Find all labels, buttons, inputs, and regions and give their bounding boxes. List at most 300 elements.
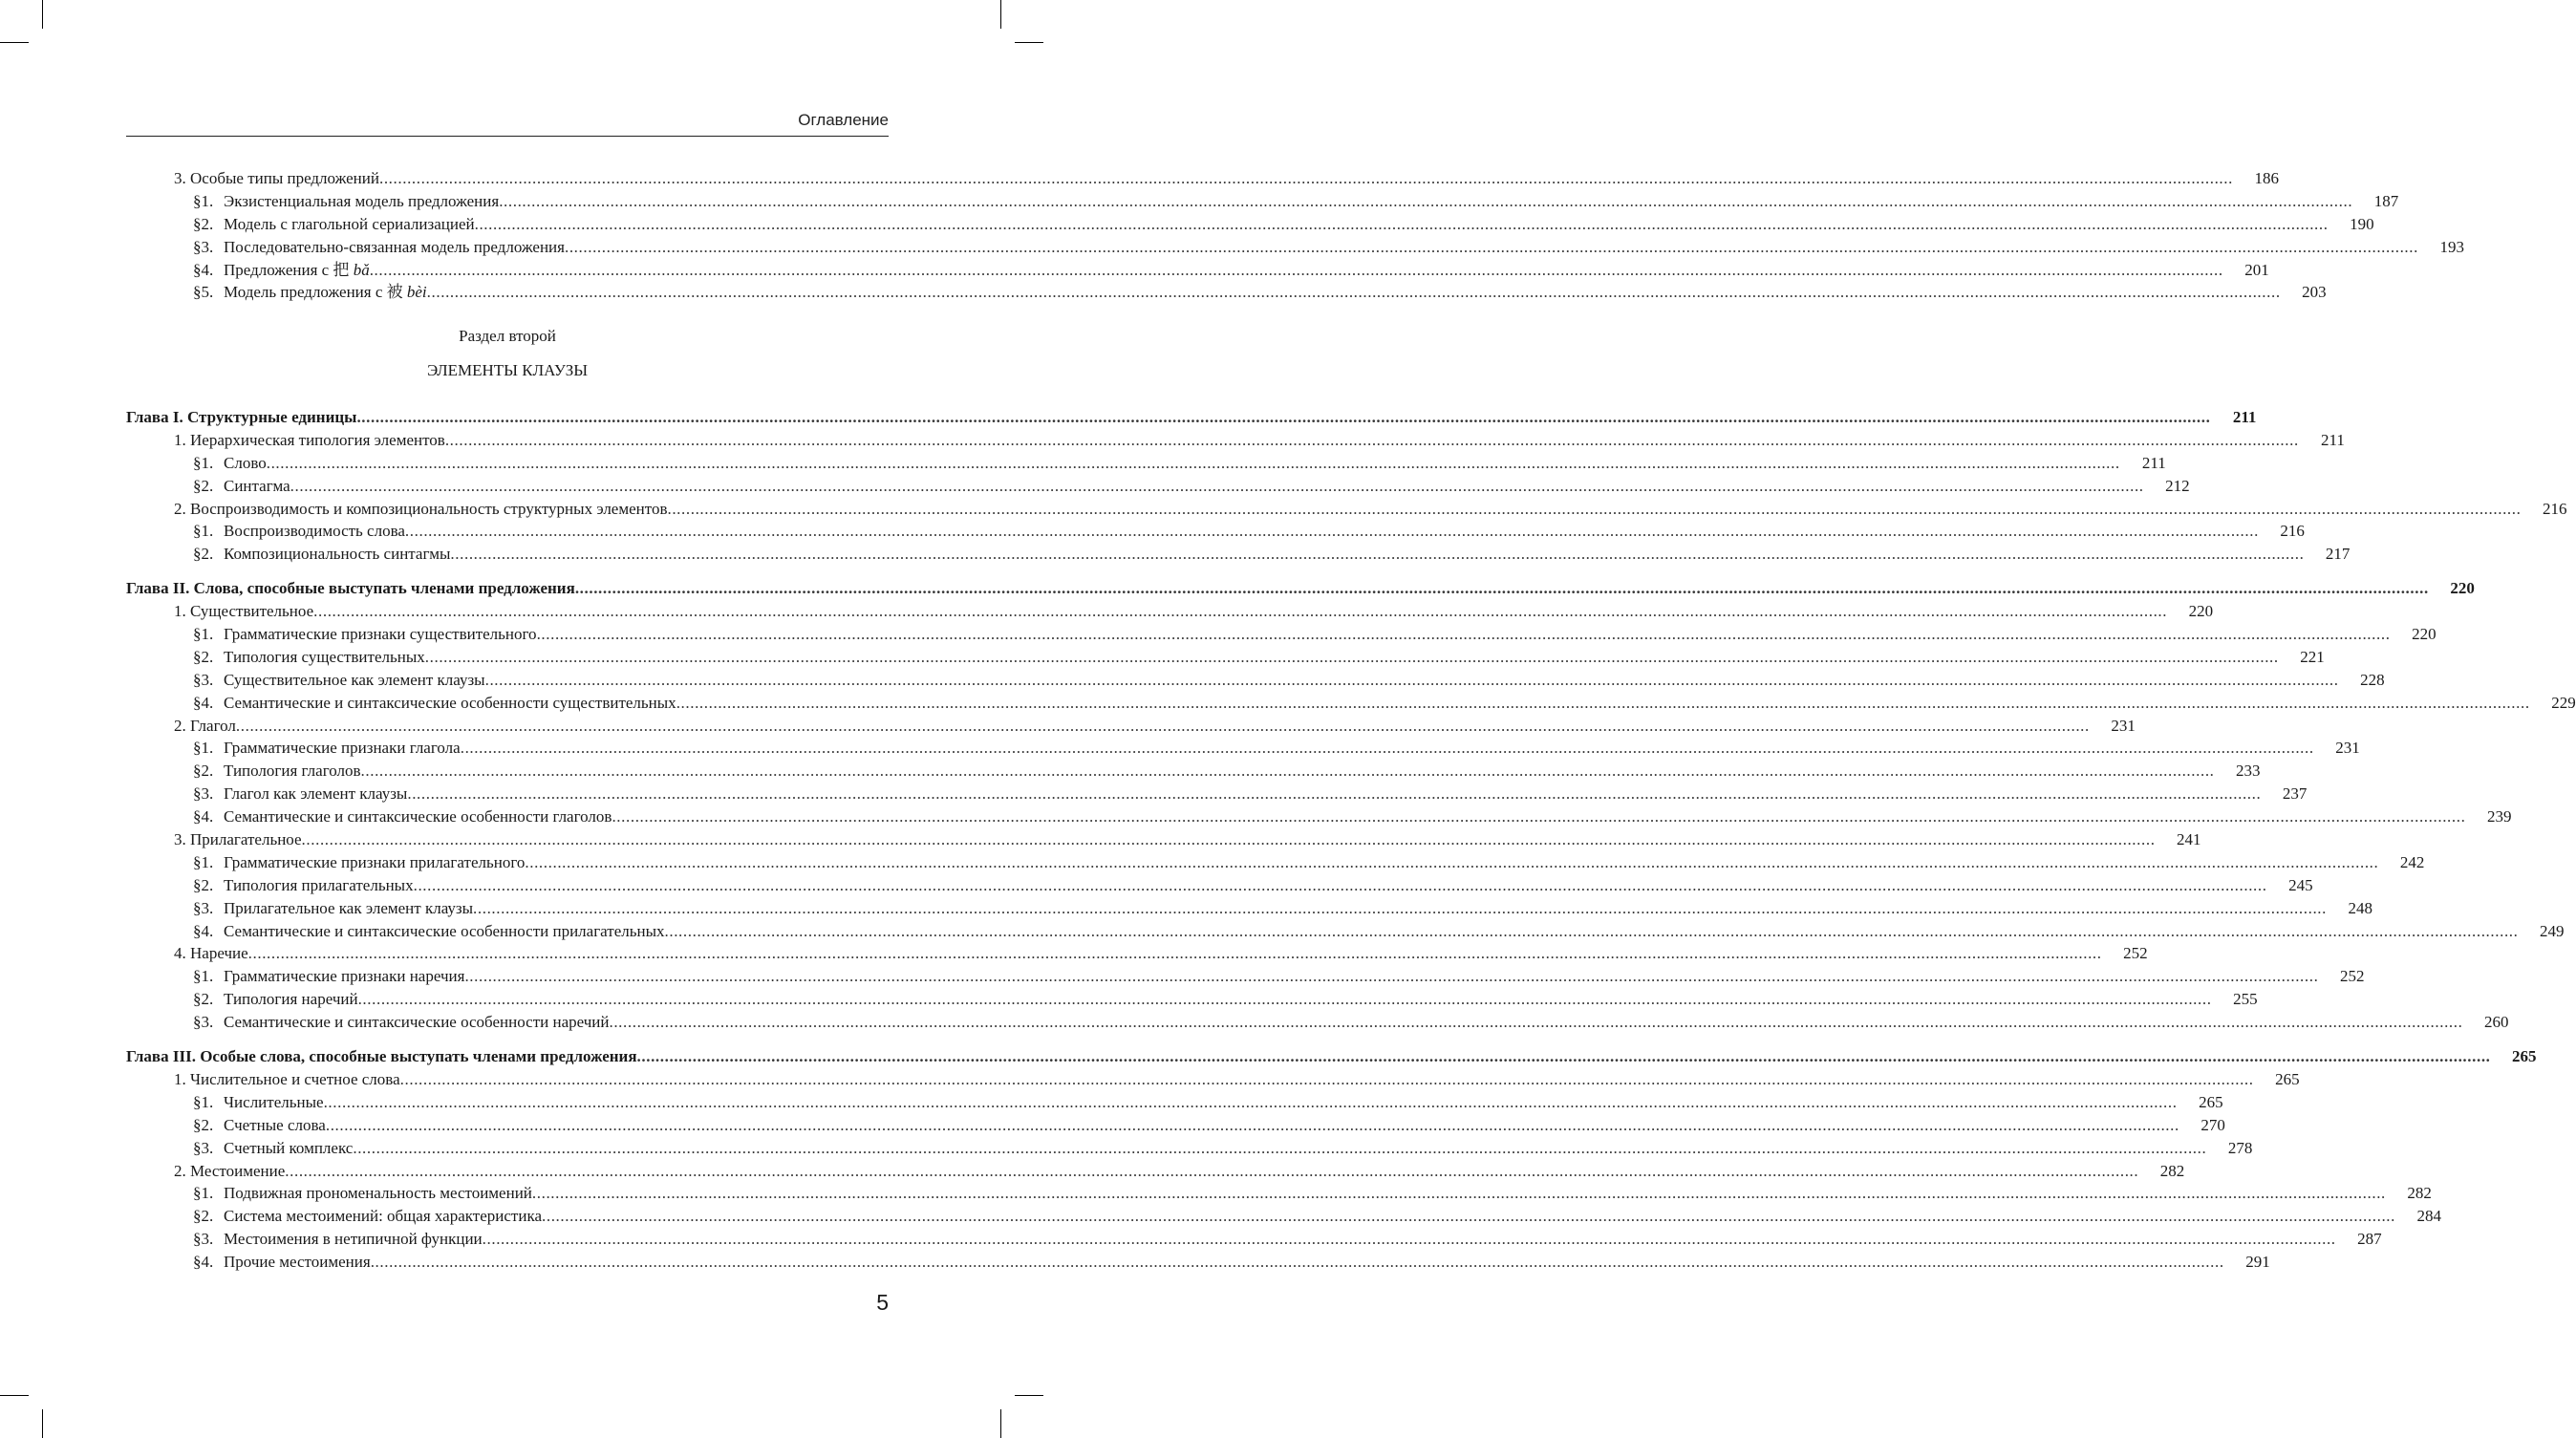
- toc-page-number: 260: [2483, 1013, 2509, 1032]
- toc-entry-title: [193, 737, 461, 760]
- toc-entry-number: §1.: [193, 522, 214, 541]
- toc-entry-text: Модель с глагольной сериализацией: [224, 214, 475, 233]
- dot-leader: ................................................................................................................................................................................................................................................................................................................................................................................................................: [413, 875, 2267, 894]
- toc-subsection-row[interactable]: [126, 692, 2576, 715]
- toc-page-number: 242: [2399, 852, 2425, 871]
- toc-entry-text: Особые типы предложений: [190, 169, 379, 187]
- toc-entry-title: [193, 1251, 371, 1274]
- toc-entry-title: [193, 783, 407, 805]
- toc-entry-text: Модель предложения с 被: [224, 283, 407, 302]
- dot-leader: ................................................................................................................................................................................................................................................................................................................................................................................................................: [378, 169, 2233, 187]
- toc-chapter-row[interactable]: [126, 406, 2257, 429]
- crop-mark: [1015, 42, 1043, 43]
- toc-chapter-row[interactable]: [126, 577, 2475, 600]
- dot-leader: ................................................................................................................................................................................................................................................................................................................................................................................................................: [450, 545, 2305, 564]
- dot-leader: ................................................................................................................................................................................................................................................................................................................................................................................................................: [424, 647, 2279, 666]
- toc-entry-lead: [193, 1011, 2462, 1034]
- toc-entry-number: §1.: [193, 191, 214, 210]
- toc-entry-text: Семантические и синтаксические особенности прилагательных: [224, 921, 665, 940]
- section-title: ЭЛЕМЕНТЫ КЛАУЗЫ: [426, 361, 589, 379]
- toc-entry-title: [193, 1091, 324, 1114]
- toc-page-number: 201: [2244, 260, 2269, 279]
- dot-leader: ................................................................................................................................................................................................................................................................................................................................................................................................................: [353, 1138, 2207, 1157]
- toc-entry-lead: [193, 1091, 2178, 1114]
- crop-mark: [1015, 1395, 1043, 1396]
- toc-section-row[interactable]: [126, 1160, 2185, 1183]
- toc-subsection-row[interactable]: [126, 920, 2565, 943]
- crop-mark: [42, 0, 43, 29]
- dot-leader: ................................................................................................................................................................................................................................................................................................................................................................................................................: [473, 898, 2328, 917]
- toc-subsection-row[interactable]: [126, 1011, 2509, 1034]
- toc-entry-number: 4.: [174, 944, 190, 963]
- toc-entry-number: §2.: [193, 875, 214, 894]
- dot-leader: ................................................................................................................................................................................................................................................................................................................................................................................................................: [235, 716, 2090, 735]
- dot-leader: ................................................................................................................................................................................................................................................................................................................................................................................................................: [676, 693, 2530, 712]
- toc-page-number: 265: [2512, 1047, 2537, 1066]
- toc-entry-title: [193, 543, 450, 566]
- page-number: 5: [876, 1290, 889, 1315]
- toc-entry-number: §4.: [193, 260, 214, 279]
- toc-subsection-row[interactable]: [126, 236, 2464, 259]
- toc-entry-lead: [193, 760, 2215, 783]
- toc-subsection-row[interactable]: [126, 760, 2261, 783]
- toc-entry-title: [174, 715, 236, 738]
- toc-section-row[interactable]: [126, 498, 2567, 521]
- dot-leader: ................................................................................................................................................................................................................................................................................................................................................................................................................: [460, 739, 2314, 758]
- crop-mark: [0, 42, 29, 43]
- toc-page-number: 278: [2227, 1138, 2253, 1157]
- toc-entry-text: Семантические и синтаксические особенности глаголов: [224, 807, 612, 826]
- toc-entry-number: 2.: [174, 1161, 190, 1180]
- toc-page-number: 216: [2280, 522, 2305, 541]
- toc-entry-text: Наречие: [190, 944, 248, 963]
- toc-entry-lead: [193, 897, 2327, 920]
- toc-page-number: 193: [2439, 237, 2464, 256]
- toc-entry-text: Семантические и синтаксические особенности наречий: [224, 1013, 610, 1032]
- dot-leader: ................................................................................................................................................................................................................................................................................................................................................................................................................: [266, 453, 2120, 472]
- toc-entry-lead: [193, 543, 2304, 566]
- toc-page-number: 252: [2123, 944, 2148, 963]
- toc-entry-text: Прилагательное: [190, 830, 302, 849]
- dot-leader: ................................................................................................................................................................................................................................................................................................................................................................................................................: [564, 237, 2418, 256]
- toc-section-row[interactable]: [126, 1068, 2300, 1091]
- toc-subsection-row[interactable]: [126, 475, 2190, 498]
- toc-page-number: 217: [2325, 545, 2351, 564]
- dot-leader: ................................................................................................................................................................................................................................................................................................................................................................................................................: [542, 1207, 2395, 1226]
- toc-entry-text: Грамматические признаки глагола: [224, 739, 461, 758]
- toc-page-number: 211: [2141, 453, 2166, 472]
- toc-entry-title: [193, 1114, 326, 1137]
- toc-entry-title: [193, 1011, 609, 1034]
- toc-entry-number: 2.: [174, 499, 190, 518]
- dot-leader: ................................................................................................................................................................................................................................................................................................................................................................................................................: [531, 1184, 2386, 1203]
- dot-leader: ................................................................................................................................................................................................................................................................................................................................................................................................................: [499, 191, 2353, 210]
- toc-page-number: 229: [2551, 693, 2576, 712]
- toc-page-number: 270: [2200, 1115, 2225, 1134]
- toc-entry-text: Глагол как элемент клаузы: [224, 784, 408, 804]
- toc-top-block: [126, 167, 2464, 304]
- toc-entry-number: 3.: [174, 830, 190, 849]
- toc-entry-lead: [193, 475, 2144, 498]
- toc-page-number: 228: [2360, 670, 2385, 689]
- toc-page-number: 220: [2188, 602, 2214, 621]
- toc-entry-text: Глагол: [190, 716, 236, 735]
- toc-entry-number: §2.: [193, 214, 214, 233]
- toc-entry-text: Типология существительных: [224, 647, 425, 666]
- toc-entry-title: [193, 475, 290, 498]
- toc-entry-title: [174, 1068, 400, 1091]
- toc-page-number: 216: [2542, 499, 2567, 518]
- toc-entry-number: §3.: [193, 784, 214, 804]
- toc-entry-number: 1.: [174, 602, 190, 621]
- toc-subsection-row[interactable]: [126, 1091, 2223, 1114]
- toc-entry-text: Глава II. Слова, способные выступать членами предложения: [126, 579, 575, 598]
- dot-leader: ................................................................................................................................................................................................................................................................................................................................................................................................................: [313, 602, 2168, 621]
- toc-section-row[interactable]: [126, 715, 2136, 738]
- toc-entry-number: §1.: [193, 852, 214, 871]
- dot-leader: ................................................................................................................................................................................................................................................................................................................................................................................................................: [247, 944, 2102, 963]
- toc-entry-number: §3.: [193, 1138, 214, 1157]
- toc-page-number: 239: [2486, 807, 2512, 826]
- toc-entry-text: Семантические и синтаксические особенности существительных: [224, 693, 676, 712]
- toc-entry-text: Система местоимений: общая характеристика: [224, 1207, 542, 1226]
- dot-leader: ................................................................................................................................................................................................................................................................................................................................................................................................................: [636, 1047, 2491, 1066]
- toc-subsection-row[interactable]: [126, 1182, 2432, 1205]
- toc-entry-text: Числительные: [224, 1092, 324, 1111]
- running-head: Оглавление: [798, 111, 889, 129]
- toc-subsection-row[interactable]: [126, 988, 2258, 1011]
- toc-page-number: 211: [2232, 408, 2257, 426]
- toc-page-number: 241: [2177, 830, 2201, 849]
- toc-entry-number: §1.: [193, 453, 214, 472]
- toc-entry-lead: [193, 213, 2329, 236]
- toc-entry-title: [126, 577, 575, 600]
- toc-entry-title: [193, 213, 475, 236]
- toc-entry-text: Композициональность синтагмы: [224, 545, 451, 564]
- toc-page-number: 249: [2540, 921, 2565, 940]
- toc-section-row[interactable]: [126, 429, 2345, 452]
- toc-entry-text: Типология наречий: [224, 990, 358, 1009]
- toc-entry-lead: [193, 965, 2318, 988]
- toc-entry-text: Местоимение: [190, 1161, 286, 1180]
- toc-entry-lead: [126, 577, 2429, 600]
- dot-leader: ................................................................................................................................................................................................................................................................................................................................................................................................................: [464, 967, 2319, 986]
- toc-page-number: 282: [2159, 1161, 2185, 1180]
- toc-page-number: 265: [2275, 1069, 2300, 1088]
- toc-page-number: 282: [2407, 1184, 2432, 1203]
- dot-leader: ................................................................................................................................................................................................................................................................................................................................................................................................................: [325, 1115, 2179, 1134]
- dot-leader: ................................................................................................................................................................................................................................................................................................................................................................................................................: [370, 1253, 2224, 1272]
- toc-entry-text: Существительное как элемент клаузы: [224, 670, 485, 689]
- toc-entry-lead: [193, 452, 2120, 475]
- toc-entry-number: §1.: [193, 967, 214, 986]
- toc-entry-lead: [193, 259, 2223, 282]
- dot-leader: ................................................................................................................................................................................................................................................................................................................................................................................................................: [356, 408, 2211, 426]
- dot-leader: ................................................................................................................................................................................................................................................................................................................................................................................................................: [404, 522, 2259, 541]
- toc-page-number: 252: [2339, 967, 2365, 986]
- toc-entry-text: Глава I. Структурные единицы: [126, 408, 357, 426]
- toc-gap: [126, 1034, 889, 1045]
- toc-entry-number: 1.: [174, 430, 190, 449]
- toc-entry-title: [193, 452, 267, 475]
- toc-entry-lead: [193, 646, 2279, 669]
- toc-page-number: 211: [2320, 430, 2345, 449]
- dot-leader: ................................................................................................................................................................................................................................................................................................................................................................................................................: [574, 579, 2429, 598]
- toc-entry-number: 2.: [174, 716, 190, 735]
- toc-entry-text: Слово: [224, 453, 267, 472]
- toc-entry-text: Прилагательное как элемент клаузы: [224, 898, 474, 917]
- dot-leader: ................................................................................................................................................................................................................................................................................................................................................................................................................: [426, 283, 2281, 302]
- toc-entry-text: Местоимения в нетипичной функции: [224, 1230, 483, 1249]
- toc-subsection-row[interactable]: [126, 851, 2425, 874]
- toc-entry-text: Воспроизводимость слова: [224, 522, 405, 541]
- toc-page-number: 245: [2288, 875, 2313, 894]
- toc-main-block: [126, 406, 2576, 1274]
- toc-entry-number: §3.: [193, 670, 214, 689]
- toc-entry-title: [193, 236, 565, 259]
- toc-page-number: 186: [2254, 169, 2279, 187]
- toc-entry-text: Синтагма: [224, 476, 290, 495]
- toc-page-number: 248: [2348, 898, 2373, 917]
- toc-subsection-row[interactable]: [126, 213, 2374, 236]
- toc-subsection-row[interactable]: [126, 1251, 2270, 1274]
- toc-entry-title: [193, 646, 425, 669]
- toc-page-number: 220: [2412, 625, 2436, 644]
- toc-entry-lead: [126, 1045, 2491, 1068]
- toc-entry-lead: [174, 1068, 2254, 1091]
- toc-entry-number: §3.: [193, 1013, 214, 1032]
- toc-page-number: 291: [2245, 1253, 2270, 1272]
- toc-entry-lead: [193, 737, 2314, 760]
- toc-entry-lead: [193, 623, 2391, 646]
- toc-entry-italic: bǎ: [353, 260, 370, 279]
- toc-entry-lead: [174, 429, 2299, 452]
- toc-subsection-row[interactable]: [126, 1228, 2382, 1251]
- toc-entry-title: [174, 942, 248, 965]
- toc-page-number: 265: [2199, 1092, 2223, 1111]
- toc-subsection-row[interactable]: [126, 1205, 2441, 1228]
- toc-entry-text: Иерархическая типология элементов: [190, 430, 445, 449]
- toc-subsection-row[interactable]: [126, 965, 2365, 988]
- toc-entry-text: Последовательно-связанная модель предложения: [224, 237, 565, 256]
- toc-entry-number: §2.: [193, 990, 214, 1009]
- toc-entry-lead: [193, 988, 2212, 1011]
- crop-mark: [0, 1395, 29, 1396]
- toc-subsection-row[interactable]: [126, 805, 2512, 828]
- dot-leader: ................................................................................................................................................................................................................................................................................................................................................................................................................: [444, 430, 2299, 449]
- toc-entry-lead: [193, 190, 2352, 213]
- toc-page-number: 221: [2300, 647, 2325, 666]
- toc-entry-lead: [174, 828, 2156, 851]
- toc-entry-title: [193, 1228, 483, 1251]
- toc-entry-lead: [193, 669, 2339, 692]
- toc-page-number: 231: [2111, 716, 2136, 735]
- toc-entry-lead: [193, 920, 2519, 943]
- toc-entry-lead: [174, 715, 2090, 738]
- toc-entry-number: §5.: [193, 283, 214, 302]
- toc-entry-text: Глава III. Особые слова, способные выступать членами предложения: [126, 1047, 637, 1066]
- toc-entry-lead: [193, 1114, 2179, 1137]
- toc-entry-title: [193, 692, 676, 715]
- dot-leader: ................................................................................................................................................................................................................................................................................................................................................................................................................: [369, 260, 2223, 279]
- toc-entry-title: [193, 1182, 532, 1205]
- toc-entry-title: [126, 1045, 637, 1068]
- toc-entry-lead: [193, 692, 2530, 715]
- toc-subsection-row[interactable]: [126, 897, 2373, 920]
- toc-entry-title: [193, 851, 525, 874]
- toc-entry-lead: [193, 1205, 2395, 1228]
- toc-entry-lead: [193, 1251, 2224, 1274]
- toc-entry-lead: [193, 874, 2267, 897]
- toc-page-number: 220: [2450, 579, 2475, 598]
- toc-entry-lead: [126, 406, 2210, 429]
- toc-entry-title: [193, 874, 414, 897]
- toc-entry-number: §3.: [193, 237, 214, 256]
- header-rule: [126, 136, 889, 137]
- toc-entry-number: §2.: [193, 545, 214, 564]
- toc-entry-text: Грамматические признаки существительного: [224, 625, 537, 644]
- toc-section-row[interactable]: [126, 600, 2214, 623]
- toc-entry-title: [193, 760, 361, 783]
- toc-page-number: 203: [2302, 283, 2327, 302]
- toc-subsection-row[interactable]: [126, 874, 2313, 897]
- toc-entry-lead: [174, 498, 2521, 521]
- toc-entry-title: [193, 920, 665, 943]
- toc-entry-title: [193, 1137, 353, 1160]
- toc-page-number: 287: [2357, 1230, 2382, 1249]
- toc-entry-title: [174, 600, 313, 623]
- toc-entry-title: [193, 520, 405, 543]
- dot-leader: ................................................................................................................................................................................................................................................................................................................................................................................................................: [357, 990, 2212, 1009]
- toc-entry-text: Существительное: [190, 602, 314, 621]
- toc-entry-lead: [193, 851, 2378, 874]
- toc-entry-number: §2.: [193, 647, 214, 666]
- toc-subsection-row[interactable]: [126, 623, 2436, 646]
- toc-entry-title: [193, 988, 358, 1011]
- toc-entry-text: Типология глаголов: [224, 762, 361, 781]
- toc-entry-lead: [174, 167, 2233, 190]
- dot-leader: ................................................................................................................................................................................................................................................................................................................................................................................................................: [612, 807, 2466, 826]
- toc-page-number: 231: [2335, 739, 2360, 758]
- toc-subsection-row[interactable]: [126, 190, 2399, 213]
- dot-leader: ................................................................................................................................................................................................................................................................................................................................................................................................................: [474, 214, 2329, 233]
- toc-entry-lead: [174, 600, 2167, 623]
- toc-subsection-row[interactable]: [126, 1114, 2225, 1137]
- dot-leader: ................................................................................................................................................................................................................................................................................................................................................................................................................: [323, 1092, 2178, 1111]
- toc-entry-title: [193, 1205, 542, 1228]
- toc-entry-title: [193, 190, 499, 213]
- toc-subsection-row[interactable]: [126, 259, 2269, 282]
- toc-page-number: 237: [2282, 784, 2308, 804]
- dot-leader: ................................................................................................................................................................................................................................................................................................................................................................................................................: [484, 670, 2339, 689]
- dot-leader: ................................................................................................................................................................................................................................................................................................................................................................................................................: [407, 784, 2262, 804]
- dot-leader: ................................................................................................................................................................................................................................................................................................................................................................................................................: [290, 476, 2144, 495]
- toc-entry-italic: bèi: [406, 283, 427, 302]
- toc-entry-number: §4.: [193, 807, 214, 826]
- toc-entry-title: [126, 406, 356, 429]
- toc-entry-number: §3.: [193, 1230, 214, 1249]
- dot-leader: ................................................................................................................................................................................................................................................................................................................................................................................................................: [399, 1069, 2254, 1088]
- toc-subsection-row[interactable]: [126, 646, 2325, 669]
- toc-entry-lead: [193, 805, 2465, 828]
- toc-page-number: 255: [2233, 990, 2258, 1009]
- toc-entry-lead: [193, 281, 2281, 304]
- toc-page-number: 284: [2416, 1207, 2441, 1226]
- toc-entry-number: §2.: [193, 1207, 214, 1226]
- dot-leader: ................................................................................................................................................................................................................................................................................................................................................................................................................: [285, 1161, 2139, 1180]
- toc-gap: [126, 566, 889, 577]
- toc-subsection-row[interactable]: [126, 281, 2327, 304]
- toc-section-row[interactable]: [126, 828, 2201, 851]
- toc-entry-number: §1.: [193, 1092, 214, 1111]
- toc-entry-text: Экзистенциальная модель предложения: [224, 191, 500, 210]
- toc-entry-title: [174, 1160, 285, 1183]
- toc-subsection-row[interactable]: [126, 669, 2385, 692]
- toc-entry-text: Воспроизводимость и композициональность структурных элементов: [190, 499, 668, 518]
- toc-entry-lead: [193, 1137, 2206, 1160]
- toc-entry-number: §4.: [193, 1253, 214, 1272]
- toc-subsection-row[interactable]: [126, 543, 2351, 566]
- toc-entry-text: Предложения с 把: [224, 260, 354, 279]
- dot-leader: ................................................................................................................................................................................................................................................................................................................................................................................................................: [360, 762, 2215, 781]
- toc-entry-lead: [193, 1182, 2386, 1205]
- toc-entry-text: Прочие местоимения: [224, 1253, 371, 1272]
- toc-entry-text: Грамматические признаки прилагательного: [224, 852, 526, 871]
- dot-leader: ................................................................................................................................................................................................................................................................................................................................................................................................................: [667, 499, 2522, 518]
- dot-leader: ................................................................................................................................................................................................................................................................................................................................................................................................................: [525, 852, 2379, 871]
- toc-page-number: 233: [2236, 762, 2261, 781]
- toc-entry-title: [193, 897, 473, 920]
- toc-page-number: 212: [2165, 476, 2190, 495]
- toc-entry-title: [193, 965, 464, 988]
- toc-entry-title: [174, 167, 379, 190]
- toc-entry-number: §3.: [193, 898, 214, 917]
- toc-entry-title: [193, 669, 485, 692]
- dot-leader: ................................................................................................................................................................................................................................................................................................................................................................................................................: [482, 1230, 2336, 1249]
- toc-entry-lead: [193, 1228, 2336, 1251]
- toc-entry-number: §2.: [193, 476, 214, 495]
- toc-entry-text: Счетный комплекс: [224, 1138, 354, 1157]
- toc-entry-lead: [193, 236, 2418, 259]
- toc-page-number: 190: [2350, 214, 2374, 233]
- crop-mark: [42, 1409, 43, 1438]
- toc-section-row[interactable]: [126, 942, 2148, 965]
- toc-subsection-row[interactable]: [126, 783, 2308, 805]
- toc-entry-title: [193, 259, 370, 282]
- section-label: Раздел второй: [459, 327, 556, 345]
- toc-entry-number: §4.: [193, 693, 214, 712]
- toc-entry-number: §2.: [193, 1115, 214, 1134]
- toc-section-row[interactable]: [126, 167, 2279, 190]
- toc-chapter-row[interactable]: [126, 1045, 2537, 1068]
- toc-subsection-row[interactable]: [126, 737, 2360, 760]
- crop-mark: [1000, 0, 1001, 29]
- toc-entry-title: [193, 805, 612, 828]
- toc-entry-title: [174, 429, 445, 452]
- toc-entry-lead: [193, 520, 2259, 543]
- toc-subsection-row[interactable]: [126, 520, 2305, 543]
- toc-entry-text: Подвижная прономенальность местоимений: [224, 1184, 532, 1203]
- dot-leader: ................................................................................................................................................................................................................................................................................................................................................................................................................: [664, 921, 2519, 940]
- toc-subsection-row[interactable]: [126, 452, 2166, 475]
- toc-entry-title: [174, 828, 302, 851]
- dot-leader: ................................................................................................................................................................................................................................................................................................................................................................................................................: [609, 1013, 2463, 1032]
- crop-mark: [1000, 1409, 1001, 1438]
- dot-leader: ................................................................................................................................................................................................................................................................................................................................................................................................................: [301, 830, 2156, 849]
- toc-entry-text: Числительное и счетное слова: [190, 1069, 400, 1088]
- toc-entry-lead: [174, 1160, 2138, 1183]
- toc-subsection-row[interactable]: [126, 1137, 2253, 1160]
